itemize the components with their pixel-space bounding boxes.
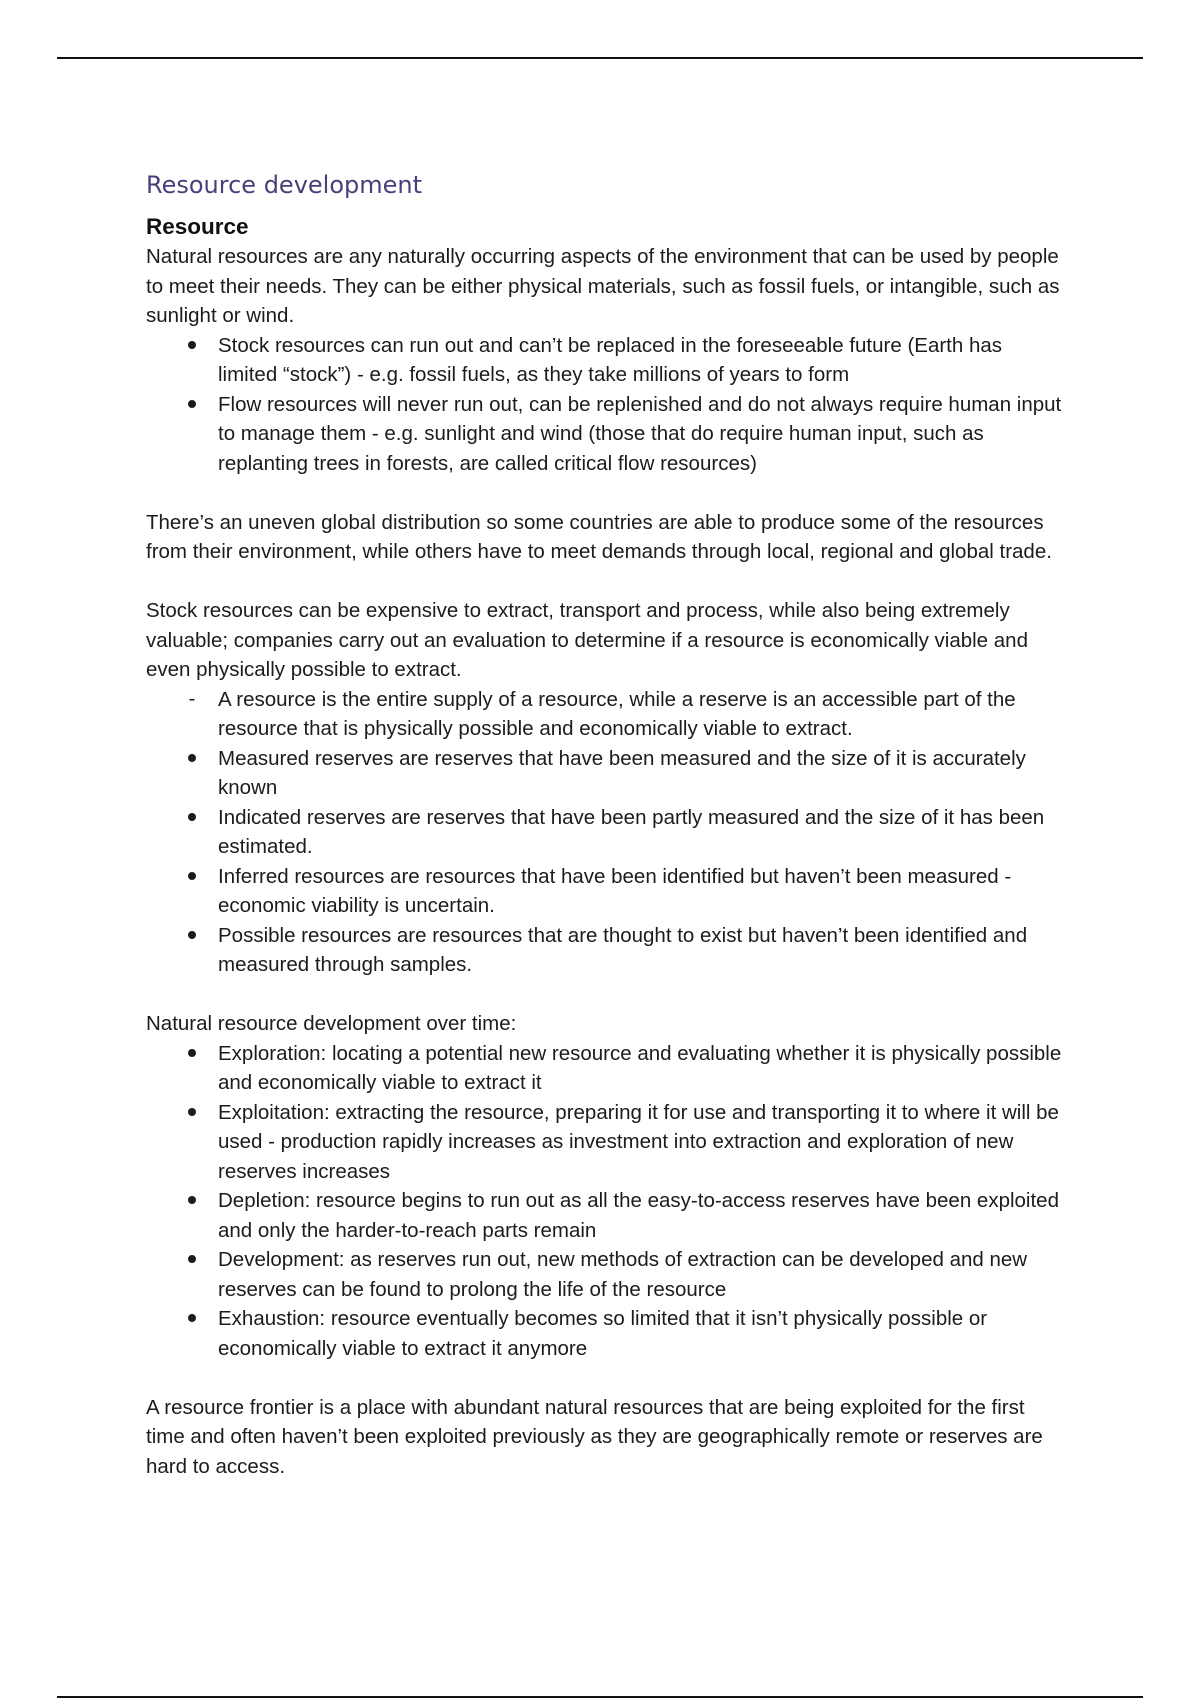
- list-item-text: Development: as reserves run out, new methods of extraction can be developed and new reserves can be found to prolong the life of the resource: [218, 1248, 1028, 1301]
- list-item-text: Measured reserves are reserves that have been measured and the size of it is accurately known: [218, 746, 1026, 799]
- resource-types-list: [146, 331, 1066, 479]
- bullet-icon: [182, 862, 202, 892]
- development-intro: Natural resource development over time:: [146, 1012, 517, 1035]
- dash-icon: -: [188, 687, 196, 710]
- bullet-icon: [182, 331, 202, 361]
- list-item: [146, 1039, 1066, 1098]
- list-item: [146, 685, 1066, 744]
- bullet-icon: [182, 1039, 202, 1069]
- paragraph-gap: [146, 567, 1066, 597]
- bullet-icon: [182, 803, 202, 833]
- list-item-text: Exploration: locating a potential new resource and evaluating whether it is physically possible and economically viable to extract it: [218, 1041, 1062, 1094]
- list-item: [146, 331, 1066, 390]
- bullet-icon: [182, 744, 202, 774]
- list-item-text: Inferred resources are resources that have been identified but haven’t been measured - economic viability is uncertain.: [218, 864, 1012, 917]
- list-item: [146, 862, 1066, 921]
- reserve-types-list: [146, 685, 1066, 980]
- document-body: [146, 170, 1066, 1481]
- bullet-icon: [182, 1304, 202, 1334]
- bullet-icon: [182, 1098, 202, 1128]
- list-item-text: Indicated reserves are reserves that have been partly measured and the size of it has been estimated.: [218, 805, 1045, 858]
- list-item-text: Depletion: resource begins to run out as all the easy-to-access reserves have been exploited and only the harder-to-reach parts remain: [218, 1189, 1059, 1242]
- bullet-icon: [182, 390, 202, 420]
- distribution-paragraph: There’s an uneven global distribution so some countries are able to produce some of the resources from their environment, while others have to meet demands through local, regional and global trade.: [146, 510, 1052, 563]
- list-item-text: Exhaustion: resource eventually becomes so limited that it isn’t physically possible or economically viable to extract it anymore: [218, 1307, 988, 1360]
- list-item: [146, 1186, 1066, 1245]
- list-item-text: Stock resources can run out and can’t be replaced in the foreseeable future (Earth has limited “stock”) - e.g. fossil fuels, as they take millions of years to form: [218, 333, 1003, 386]
- list-item-text: Exploitation: extracting the resource, preparing it for use and transporting it to where it will be used - production rapidly increases as investment into extraction and exploration of new reserves increases: [218, 1100, 1059, 1183]
- list-item-text: A resource is the entire supply of a resource, while a reserve is an accessible part of the resource that is physically possible and economically viable to extract.: [218, 687, 1016, 740]
- section-title: Resource development: [146, 171, 423, 199]
- list-item: [146, 921, 1066, 980]
- list-item-text: Possible resources are resources that are thought to exist but haven’t been identified and measured through samples.: [218, 923, 1028, 976]
- bullet-icon: [182, 1186, 202, 1216]
- bullet-icon: [182, 1245, 202, 1275]
- list-item: [146, 744, 1066, 803]
- stock-evaluation-paragraph: Stock resources can be expensive to extract, transport and process, while also being extremely valuable; companies carry out an evaluation to determine if a resource is economically viable and even physically possible to extract.: [146, 599, 1028, 681]
- top-rule: [57, 57, 1143, 59]
- paragraph-gap: [146, 980, 1066, 1010]
- bullet-icon: [182, 921, 202, 951]
- frontier-paragraph: A resource frontier is a place with abundant natural resources that are being exploited for the first time and often haven’t been exploited previously as they are geographically remote or reserves are hard to access.: [146, 1395, 1043, 1478]
- list-item-text: Flow resources will never run out, can be replenished and do not always require human input to manage them - e.g. sunlight and wind (those that do require human input, such as replanting trees in forests, are called critical flow resources): [218, 392, 1062, 475]
- list-item: [146, 390, 1066, 479]
- bottom-rule: [57, 1696, 1143, 1698]
- paragraph-gap: [146, 1363, 1066, 1393]
- list-item: [146, 803, 1066, 862]
- development-stages-list: [146, 1039, 1066, 1364]
- list-item: [146, 1304, 1066, 1363]
- heading-resource: Resource: [146, 214, 249, 239]
- paragraph-gap: [146, 478, 1066, 508]
- list-item: [146, 1245, 1066, 1304]
- list-item: [146, 1098, 1066, 1187]
- intro-paragraph: Natural resources are any naturally occurring aspects of the environment that can be used by people to meet their needs. They can be either physical materials, such as fossil fuels, or intangible, such as sunlight or wind.: [146, 245, 1060, 327]
